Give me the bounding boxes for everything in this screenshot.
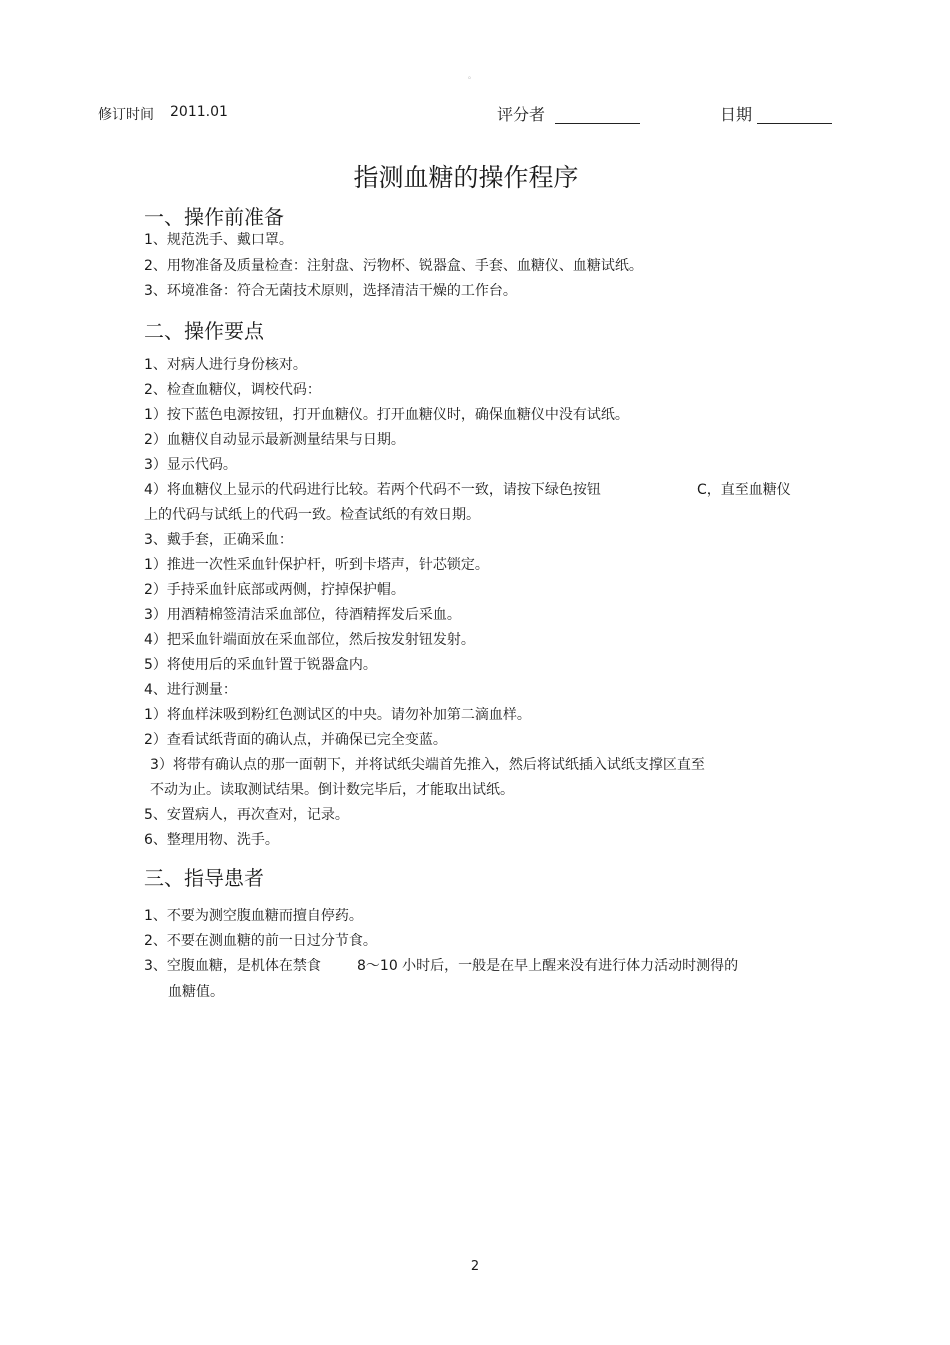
section-heading-prep: 一、操作前准备 xyxy=(144,205,284,229)
list-item: 1）按下蓝色电源按钮，打开血糖仪。打开血糖仪时，确保血糖仪中没有试纸。 xyxy=(144,407,629,423)
list-item: 4）将血糖仪上显示的代码进行比较。若两个代码不一致，请按下绿色按钮 xyxy=(144,482,601,498)
list-item: 1、规范洗手、戴口罩。 xyxy=(144,232,293,248)
list-item: 上的代码与试纸上的代码一致。检查试纸的有效日期。 xyxy=(144,507,480,523)
list-item: 1）推进一次性采血针保护杆，听到卡塔声，针芯锁定。 xyxy=(144,557,489,573)
list-item: 不动为止。读取测试结果。倒计数完毕后，才能取出试纸。 xyxy=(150,782,514,798)
list-item: 3、空腹血糖，是机体在禁食 xyxy=(144,958,321,974)
list-item: 1）将血样沫吸到粉红色测试区的中央。请勿补加第二滴血样。 xyxy=(144,707,531,723)
list-item: 2）手持采血针底部或两侧，拧掉保护帽。 xyxy=(144,582,405,598)
scorer-blank xyxy=(555,105,640,124)
list-item: 1、对病人进行身份核对。 xyxy=(144,357,307,373)
list-item: 2）查看试纸背面的确认点，并确保已完全变蓝。 xyxy=(144,732,447,748)
list-item: 3、环境准备：符合无菌技术原则，选择清洁干燥的工作台。 xyxy=(144,283,517,299)
date-blank xyxy=(757,105,832,124)
list-item: 2、不要在测血糖的前一日过分节食。 xyxy=(144,933,377,949)
top-mark: 。 xyxy=(468,71,476,80)
list-item-continuation: C，直至血糖仪 xyxy=(697,482,791,498)
document-title: 指测血糖的操作程序 xyxy=(353,163,579,192)
revision-value: 2011.01 xyxy=(170,104,228,120)
list-item: 6、整理用物、洗手。 xyxy=(144,832,279,848)
list-item: 3）显示代码。 xyxy=(144,457,237,473)
scorer-label: 评分者 xyxy=(497,105,546,124)
list-item: 2、用物准备及质量检查：注射盘、污物杯、锐器盒、手套、血糖仪、血糖试纸。 xyxy=(144,258,643,274)
list-item: 5）将使用后的采血针置于锐器盒内。 xyxy=(144,657,377,673)
date-label: 日期 xyxy=(720,105,753,124)
revision-label: 修订时间 xyxy=(98,107,154,123)
list-item: 3、戴手套，正确采血： xyxy=(144,532,293,548)
section-heading-guidance: 三、指导患者 xyxy=(144,866,264,890)
list-item: 2）血糖仪自动显示最新测量结果与日期。 xyxy=(144,432,405,448)
list-item: 3）将带有确认点的那一面朝下，并将试纸尖端首先推入，然后将试纸插入试纸支撑区直至 xyxy=(150,757,705,773)
list-item: 1、不要为测空腹血糖而擅自停药。 xyxy=(144,908,363,924)
list-item: 5、安置病人，再次查对，记录。 xyxy=(144,807,349,823)
list-item-continuation: 8～10 小时后，一般是在早上醒来没有进行体力活动时测得的 xyxy=(357,958,739,974)
page-number: 2 xyxy=(470,1259,480,1274)
section-heading-key-points: 二、操作要点 xyxy=(144,319,264,343)
list-item: 4、进行测量： xyxy=(144,682,237,698)
list-item: 2、检查血糖仪，调校代码： xyxy=(144,382,321,398)
list-item: 4）把采血针端面放在采血部位，然后按发射钮发射。 xyxy=(144,632,475,648)
list-item: 血糖值。 xyxy=(168,984,224,1000)
list-item: 3）用酒精棉签清洁采血部位，待酒精挥发后采血。 xyxy=(144,607,461,623)
